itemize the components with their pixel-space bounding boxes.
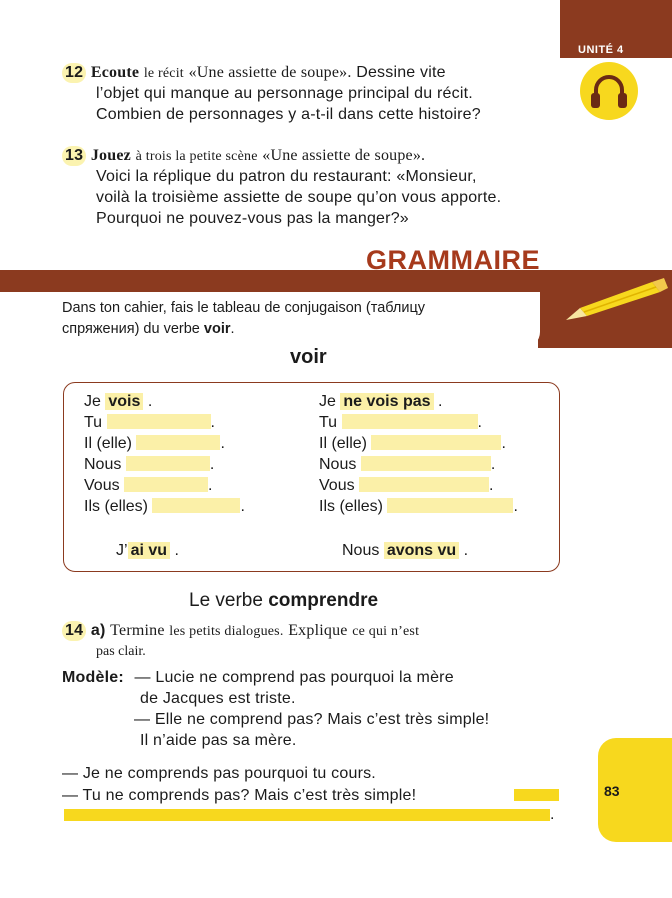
modele-block: Modèle: — Lucie ne comprend pas pourquoi la mère de Jacques est triste. — Elle ne comprend pas? Mais c’est très simple! Il n’aide pas sa mère. <box>62 669 490 749</box>
exercise-14: 14 a) Termine les petits dialogues. Explique ce qui n’est pas clair. <box>62 620 562 662</box>
answer-blank <box>371 435 501 450</box>
dialogue-line-2: — Tu ne comprends pas? Mais c’est très simple! <box>62 787 417 804</box>
answer-blank <box>152 498 240 513</box>
answer-blank-long <box>64 809 550 821</box>
conj-row: Nous . <box>84 456 215 473</box>
exercise-number: 13 <box>62 146 86 166</box>
conj-row: Ils (elles) . <box>319 498 518 515</box>
modele-label: Modèle: <box>62 669 124 686</box>
comprendre-title: Le verbe comprendre <box>189 590 379 611</box>
dialogue-end-dot: . <box>550 806 555 823</box>
answer-blank <box>359 477 489 492</box>
dialogue-line-1: — Je ne comprends pas pourquoi tu cours. <box>62 765 376 782</box>
conj-row: Il (elle) . <box>319 435 506 452</box>
conj-row: Tu . <box>84 414 215 431</box>
voir-left-column <box>84 391 245 517</box>
unit-label: UNITÉ 4 <box>578 44 624 56</box>
answer-blank <box>107 414 211 429</box>
grammar-instruction: Dans ton cahier, fais le tableau de conjugaison (таблицу спряжения) du verbe voir. <box>62 300 426 337</box>
voir-right-column <box>319 391 518 517</box>
unit-tab <box>560 0 672 58</box>
answer-blank <box>342 414 478 429</box>
page-number: 83 <box>604 783 620 799</box>
conj-row: Vous . <box>84 477 213 494</box>
answer-blank <box>124 477 208 492</box>
answer-blank <box>136 435 220 450</box>
conj-row: Je vois . <box>84 393 153 410</box>
headphones-icon <box>580 62 638 120</box>
passe-right: Nous avons vu . <box>342 542 469 559</box>
conj-row: Ils (elles) . <box>84 498 245 515</box>
conj-row: Tu . <box>319 414 482 431</box>
passe-left: J’ ai vu . <box>116 542 179 559</box>
conj-row: Nous . <box>319 456 496 473</box>
conj-row: Il (elle) . <box>84 435 225 452</box>
conj-row: Je ne vois pas . <box>319 393 443 410</box>
answer-blank <box>514 789 559 801</box>
page-number-tab <box>598 738 672 842</box>
exercise-12: 12 Ecoute le récit «Une assiette de soupe». Dessine vite l’objet qui manque au personnage principal du récit. Combien de personnages y a-t-il dans cette histoire? <box>62 62 562 125</box>
conj-row: Vous . <box>319 477 494 494</box>
exercise-13: 13 Jouez à trois la petite scène «Une assiette de soupe». Voici la réplique du patron du restaurant: «Monsieur, voilà la troisième assiette de soupe qu’on vous apporte. Pourquoi ne pouvez-vous pas la manger?» <box>62 145 562 229</box>
exercise-number: 14 <box>62 621 86 641</box>
exercise-number: 12 <box>62 63 86 83</box>
pencil-icon <box>560 278 672 328</box>
answer-blank <box>361 456 491 471</box>
answer-blank <box>387 498 513 513</box>
grammar-title: GRAMMAIRE <box>366 245 540 275</box>
answer-blank <box>126 456 210 471</box>
voir-title: voir <box>290 346 327 368</box>
